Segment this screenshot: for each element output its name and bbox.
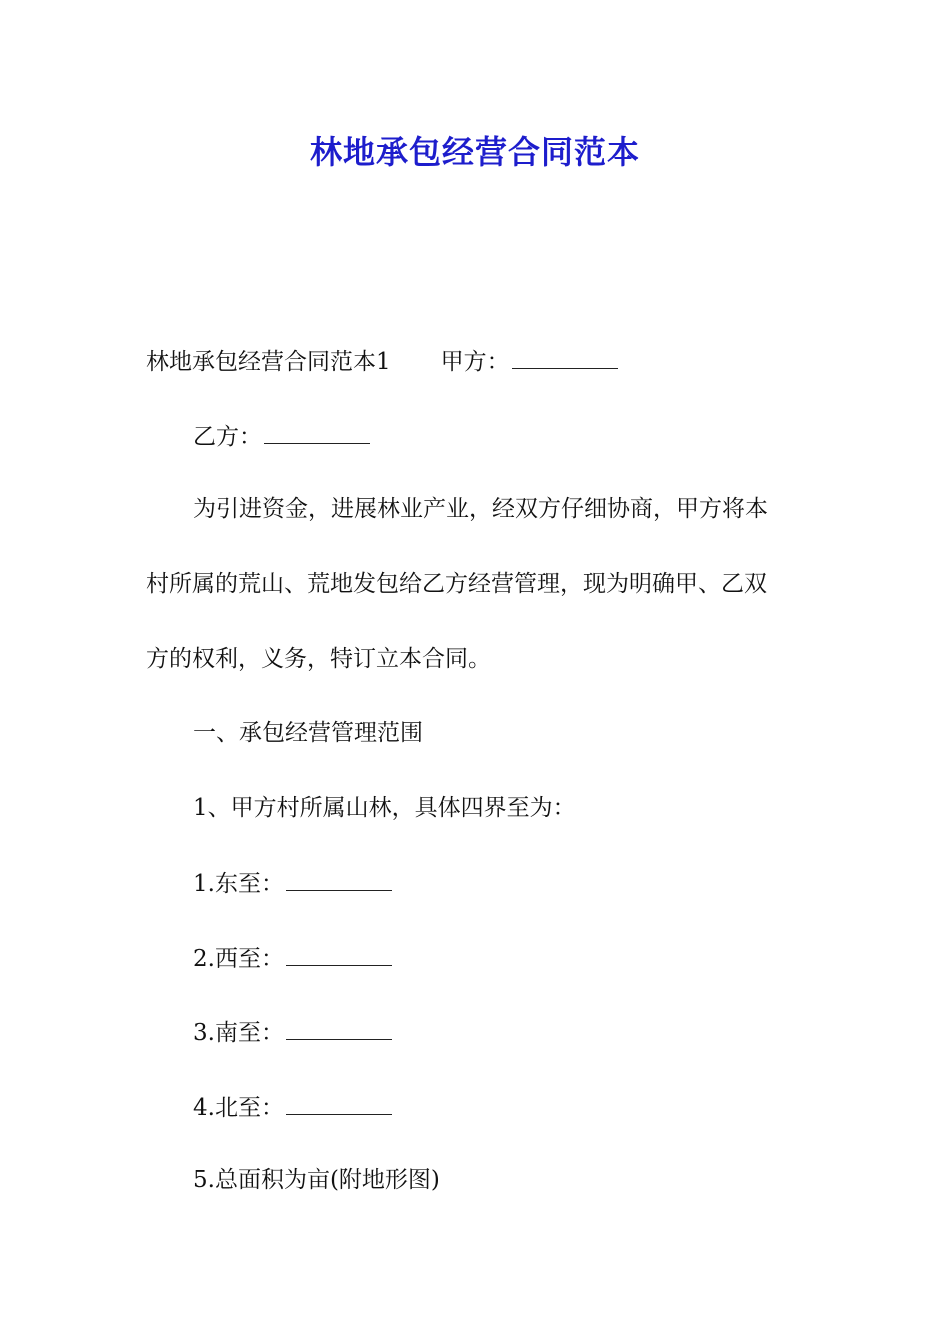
total-area-line: 5.总面积为亩(附地形图) — [193, 1167, 440, 1193]
party-b-label: 乙方： — [193, 424, 262, 450]
intro-line-3: 方的权利，义务，特订立本合同。 — [146, 646, 491, 672]
section-1-heading: 一、承包经营管理范围 — [193, 720, 423, 746]
item-1-text: 1、甲方村所属山林，具体四界至为： — [193, 795, 576, 821]
intro-line-1: 为引进资金，进展林业产业，经双方仔细协商，甲方将本 — [193, 496, 768, 522]
intro-line-2: 村所属的荒山、荒地发包给乙方经营管理，现为明确甲、乙双 — [146, 571, 767, 597]
header-line — [146, 344, 618, 378]
contract-name: 林地承包经营合同范本1 — [146, 349, 391, 375]
party-b-line — [193, 419, 370, 453]
party-a-label: 甲方： — [440, 349, 510, 375]
bound-west-label: 2.西至： — [193, 946, 284, 972]
bound-south-line — [193, 1015, 392, 1049]
document-title: 林地承包经营合同范本 — [309, 133, 640, 171]
bound-east-blank[interactable] — [286, 866, 392, 891]
party-b-blank[interactable] — [264, 419, 370, 444]
bound-east-line — [193, 866, 392, 900]
party-a-blank[interactable] — [512, 344, 618, 369]
bound-south-blank[interactable] — [286, 1015, 392, 1040]
bound-north-line — [193, 1090, 392, 1124]
bound-north-label: 4.北至： — [193, 1095, 284, 1121]
bound-west-line — [193, 941, 392, 975]
bound-south-label: 3.南至： — [193, 1020, 284, 1046]
bound-east-label: 1.东至： — [193, 871, 284, 897]
bound-north-blank[interactable] — [286, 1090, 392, 1115]
bound-west-blank[interactable] — [286, 941, 392, 966]
